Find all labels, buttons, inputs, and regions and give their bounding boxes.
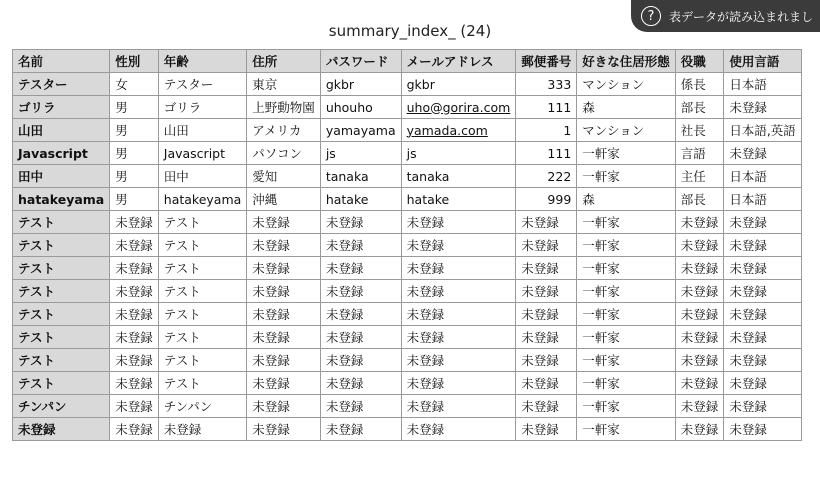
row-header-cell: テスト — [13, 234, 110, 257]
table-cell: hatakeyama — [158, 188, 247, 211]
table-row — [13, 188, 802, 211]
table-cell: 未登録 — [724, 211, 801, 234]
table-cell: 未登録 — [320, 257, 401, 280]
table-cell: 未登録 — [516, 280, 577, 303]
table-cell: 未登録 — [675, 418, 724, 441]
table-cell: テスト — [158, 280, 247, 303]
table-row — [13, 165, 802, 188]
row-header-cell: 田中 — [13, 165, 110, 188]
table-cell: 未登録 — [401, 326, 516, 349]
table-header-row — [13, 50, 802, 73]
table-cell: 未登録 — [320, 326, 401, 349]
table-cell: 未登録 — [724, 303, 801, 326]
table-cell: 未登録 — [401, 418, 516, 441]
table-cell: アメリカ — [247, 119, 321, 142]
row-header-cell: hatakeyama — [13, 188, 110, 211]
table-cell: 日本語 — [724, 165, 801, 188]
table-cell: 一軒家 — [577, 372, 676, 395]
table-cell: 男 — [110, 188, 159, 211]
table-cell: テスト — [158, 326, 247, 349]
table-cell: 未登録 — [110, 211, 159, 234]
row-header-cell: Javascript — [13, 142, 110, 165]
table-cell: 未登録 — [247, 211, 321, 234]
table-cell: 未登録 — [675, 234, 724, 257]
table-cell: 未登録 — [247, 395, 321, 418]
table-cell: 999 — [516, 188, 577, 211]
table-cell: 未登録 — [516, 257, 577, 280]
table-cell: 一軒家 — [577, 418, 676, 441]
table-cell: 111 — [516, 142, 577, 165]
table-row — [13, 142, 802, 165]
table-row — [13, 73, 802, 96]
page-title: summary_index_ (24) — [328, 22, 492, 40]
column-header: 住所 — [247, 50, 321, 73]
table-cell: 未登録 — [724, 395, 801, 418]
table-cell: 未登録 — [401, 257, 516, 280]
row-header-cell: テスト — [13, 257, 110, 280]
table-cell: 未登録 — [247, 303, 321, 326]
question-circle-icon: ? — [641, 6, 661, 26]
table-cell: テスター — [158, 73, 247, 96]
table-cell: 未登録 — [675, 326, 724, 349]
table-cell: 未登録 — [516, 211, 577, 234]
table-cell: テスト — [158, 349, 247, 372]
table-cell: 女 — [110, 73, 159, 96]
table-cell: 未登録 — [516, 303, 577, 326]
table-cell: 未登録 — [247, 280, 321, 303]
column-header: 郵便番号 — [516, 50, 577, 73]
table-cell: 一軒家 — [577, 211, 676, 234]
table-cell: 山田 — [158, 119, 247, 142]
table-cell: マンション — [577, 73, 676, 96]
table-cell — [401, 96, 516, 119]
table-cell: 333 — [516, 73, 577, 96]
table-cell: 男 — [110, 142, 159, 165]
table-cell: Javascript — [158, 142, 247, 165]
table-cell: 未登録 — [320, 280, 401, 303]
data-table — [12, 49, 802, 441]
table-cell: 未登録 — [247, 326, 321, 349]
table-cell: 未登録 — [401, 280, 516, 303]
table-cell: テスト — [158, 234, 247, 257]
table-cell: 男 — [110, 96, 159, 119]
table-cell: 未登録 — [516, 418, 577, 441]
table-cell: 未登録 — [320, 234, 401, 257]
table-cell: 未登録 — [675, 349, 724, 372]
table-body — [13, 73, 802, 441]
table-cell: tanaka — [320, 165, 401, 188]
table-row — [13, 280, 802, 303]
table-row — [13, 234, 802, 257]
column-header: 年齢 — [158, 50, 247, 73]
table-cell: gkbr — [320, 73, 401, 96]
table-row — [13, 395, 802, 418]
table-cell: 未登録 — [724, 234, 801, 257]
table-cell: 未登録 — [724, 96, 801, 119]
table-cell: 未登録 — [675, 257, 724, 280]
table-cell: 未登録 — [247, 372, 321, 395]
table-cell: 未登録 — [110, 326, 159, 349]
table-cell: 111 — [516, 96, 577, 119]
table-cell: 未登録 — [675, 303, 724, 326]
table-cell: 未登録 — [516, 372, 577, 395]
table-cell: 未登録 — [401, 349, 516, 372]
table-cell: テスト — [158, 372, 247, 395]
table-cell: 未登録 — [320, 418, 401, 441]
email-link[interactable]: yamada.com — [406, 122, 488, 138]
column-header: 性別 — [110, 50, 159, 73]
column-header: 名前 — [13, 50, 110, 73]
column-header: 好きな住居形態 — [577, 50, 676, 73]
table-cell: 未登録 — [110, 280, 159, 303]
table-cell: 上野動物園 — [247, 96, 321, 119]
notification-toast[interactable] — [631, 0, 820, 32]
table-cell: テスト — [158, 211, 247, 234]
table-cell: 未登録 — [110, 303, 159, 326]
table-cell: 一軒家 — [577, 349, 676, 372]
table-cell: tanaka — [401, 165, 516, 188]
table-row — [13, 326, 802, 349]
table-cell: 未登録 — [320, 372, 401, 395]
table-cell: 森 — [577, 96, 676, 119]
row-header-cell: チンパン — [13, 395, 110, 418]
table-cell: 一軒家 — [577, 280, 676, 303]
table-cell: 一軒家 — [577, 165, 676, 188]
table-cell: 未登録 — [247, 257, 321, 280]
row-header-cell: 山田 — [13, 119, 110, 142]
table-cell — [401, 119, 516, 142]
table-cell: gkbr — [401, 73, 516, 96]
table-cell: 未登録 — [675, 280, 724, 303]
table-cell: 未登録 — [158, 418, 247, 441]
table-cell: 言語 — [675, 142, 724, 165]
column-header: パスワード — [320, 50, 401, 73]
table-cell: 未登録 — [516, 349, 577, 372]
table-cell: 森 — [577, 188, 676, 211]
toast-text: 表データが読み込まれまし — [669, 9, 814, 24]
table-cell: 未登録 — [110, 395, 159, 418]
table-cell: 未登録 — [724, 372, 801, 395]
table-row — [13, 257, 802, 280]
row-header-cell: テスト — [13, 303, 110, 326]
table-cell: hatake — [320, 188, 401, 211]
table-cell: 未登録 — [110, 257, 159, 280]
table-row — [13, 303, 802, 326]
table-cell: 未登録 — [724, 280, 801, 303]
table-cell: 主任 — [675, 165, 724, 188]
table-cell: 東京 — [247, 73, 321, 96]
email-link[interactable]: uho@gorira.com — [406, 99, 511, 115]
table-cell: 未登録 — [516, 395, 577, 418]
row-header-cell: テスト — [13, 211, 110, 234]
table-cell: hatake — [401, 188, 516, 211]
column-header: メールアドレス — [401, 50, 516, 73]
table-cell: 未登録 — [401, 211, 516, 234]
table-cell: js — [320, 142, 401, 165]
table-cell: 男 — [110, 119, 159, 142]
table-cell: 未登録 — [320, 395, 401, 418]
table-cell: ゴリラ — [158, 96, 247, 119]
table-cell: 一軒家 — [577, 326, 676, 349]
table-cell: 未登録 — [724, 349, 801, 372]
table-cell: テスト — [158, 257, 247, 280]
table-cell: 日本語 — [724, 73, 801, 96]
table-row — [13, 211, 802, 234]
table-cell: 未登録 — [516, 234, 577, 257]
row-header-cell: ゴリラ — [13, 96, 110, 119]
table-cell: 未登録 — [516, 326, 577, 349]
column-header: 使用言語 — [724, 50, 801, 73]
table-row — [13, 349, 802, 372]
table-cell: 愛知 — [247, 165, 321, 188]
table-cell: 未登録 — [110, 349, 159, 372]
column-header: 役職 — [675, 50, 724, 73]
table-cell: パソコン — [247, 142, 321, 165]
table-cell: 未登録 — [401, 303, 516, 326]
table-cell: 一軒家 — [577, 257, 676, 280]
table-cell: 未登録 — [401, 234, 516, 257]
table-cell: マンション — [577, 119, 676, 142]
table-row — [13, 119, 802, 142]
table-cell: 未登録 — [320, 349, 401, 372]
table-cell: 一軒家 — [577, 234, 676, 257]
table-cell: 日本語,英語 — [724, 119, 801, 142]
row-header-cell: テスター — [13, 73, 110, 96]
table-cell: 未登録 — [110, 234, 159, 257]
row-header-cell: テスト — [13, 326, 110, 349]
table-cell: 未登録 — [401, 372, 516, 395]
table-cell: 一軒家 — [577, 303, 676, 326]
table-cell: 未登録 — [247, 234, 321, 257]
table-cell: 未登録 — [110, 418, 159, 441]
table-cell: 未登録 — [675, 372, 724, 395]
row-header-cell: テスト — [13, 372, 110, 395]
table-cell: 一軒家 — [577, 142, 676, 165]
table-cell: 未登録 — [320, 211, 401, 234]
table-cell: チンパン — [158, 395, 247, 418]
table-cell: 未登録 — [401, 395, 516, 418]
table-cell: 係長 — [675, 73, 724, 96]
table-row — [13, 96, 802, 119]
table-cell: 田中 — [158, 165, 247, 188]
table-cell: yamayama — [320, 119, 401, 142]
table-cell: 社長 — [675, 119, 724, 142]
table-cell: 未登録 — [247, 418, 321, 441]
table-cell: 未登録 — [110, 372, 159, 395]
table-cell: 男 — [110, 165, 159, 188]
table-cell: uhouho — [320, 96, 401, 119]
table-cell: 222 — [516, 165, 577, 188]
table-cell: 未登録 — [675, 395, 724, 418]
table-cell: テスト — [158, 303, 247, 326]
table-row — [13, 372, 802, 395]
table-cell: 未登録 — [724, 418, 801, 441]
table-cell: 日本語 — [724, 188, 801, 211]
table-cell: 未登録 — [320, 303, 401, 326]
table-cell: js — [401, 142, 516, 165]
table-cell: 未登録 — [724, 142, 801, 165]
table-cell: 未登録 — [724, 326, 801, 349]
table-cell: 未登録 — [675, 211, 724, 234]
row-header-cell: テスト — [13, 280, 110, 303]
table-cell: 部長 — [675, 96, 724, 119]
table-row — [13, 418, 802, 441]
table-cell: 部長 — [675, 188, 724, 211]
row-header-cell: 未登録 — [13, 418, 110, 441]
table-cell: 未登録 — [247, 349, 321, 372]
table-cell: 沖縄 — [247, 188, 321, 211]
table-cell: 一軒家 — [577, 395, 676, 418]
table-cell: 未登録 — [724, 257, 801, 280]
table-cell: 1 — [516, 119, 577, 142]
row-header-cell: テスト — [13, 349, 110, 372]
